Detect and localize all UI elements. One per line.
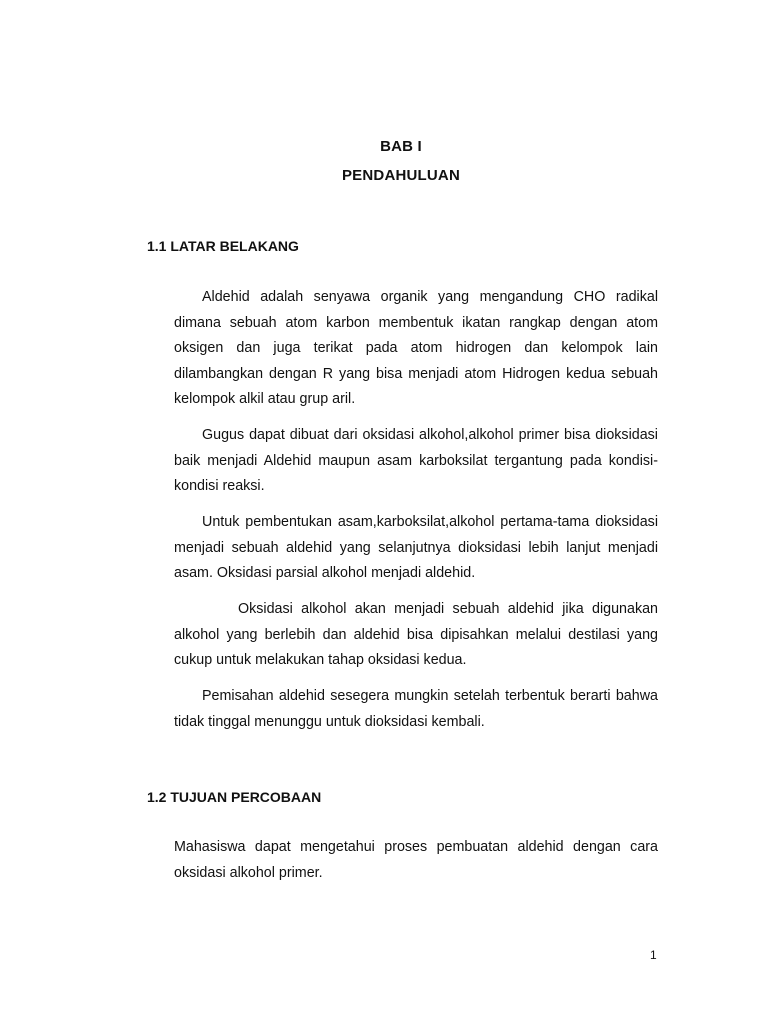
paragraph-3: Untuk pembentukan asam,karboksilat,alkohol pertama-tama dioksidasi menjadi sebuah aldehid yang selanjutnya dioksidasi lebih lanjut menjadi asam. Oksidasi parsial alkohol menjadi aldehid. [174,514,658,581]
section-heading-latar-belakang: 1.1 LATAR BELAKANG [147,238,299,254]
paragraph-1: Aldehid adalah senyawa organik yang mengandung CHO radikal dimana sebuah atom karbon membentuk ikatan rangkap dengan atom oksigen dan juga terikat pada atom hidrogen dan kelompok lain dilambangkan dengan R yang bisa menjadi atom Hidrogen kedua sebuah kelompok alkil atau grup aril. [174,289,658,407]
paragraph-5: Pemisahan aldehid sesegera mungkin setelah terbentuk berarti bahwa tidak tinggal menunggu untuk dioksidasi kembali. [174,688,658,730]
chapter-title: PENDAHULUAN [341,167,461,184]
page-number: 1 [650,948,657,962]
paragraph-tujuan: Mahasiswa dapat mengetahui proses pembuatan aldehid dengan cara oksidasi alkohol primer. [174,839,658,881]
chapter-number: BAB I [380,138,422,155]
paragraph-4: Oksidasi alkohol akan menjadi sebuah aldehid jika digunakan alkohol yang berlebih dan aldehid bisa dipisahkan melalui destilasi yang cukup untuk melakukan tahap oksidasi kedua. [174,601,658,668]
section-heading-tujuan-percobaan: 1.2 TUJUAN PERCOBAAN [147,789,322,805]
paragraph-2: Gugus dapat dibuat dari oksidasi alkohol,alkohol primer bisa dioksidasi baik menjadi Aldehid maupun asam karboksilat tergantung pada kondisi-kondisi reaksi. [174,427,658,494]
